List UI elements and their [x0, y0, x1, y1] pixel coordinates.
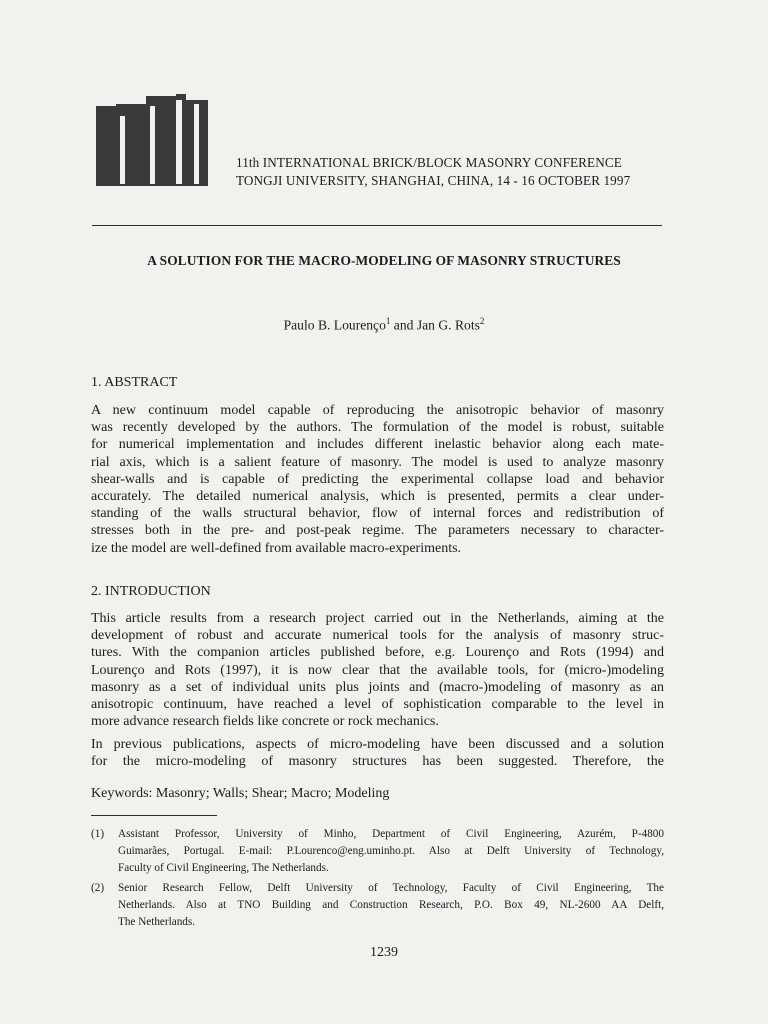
text-line: A new continuum model capable of reproducing the anisotropic behavior of masonry	[91, 403, 664, 418]
footnote-rule	[91, 815, 217, 816]
conference-logo	[96, 94, 208, 186]
abstract-heading: 1. ABSTRACT	[91, 375, 178, 390]
header-rule	[92, 225, 662, 226]
paper-title: A SOLUTION FOR THE MACRO-MODELING OF MASONRY STRUCTURES	[147, 253, 621, 268]
conference-name: 11th INTERNATIONAL BRICK/BLOCK MASONRY CONFERENCE	[236, 155, 622, 170]
author-2-mark: 2	[479, 316, 485, 326]
building-blocks-logo-icon	[96, 94, 208, 186]
text-line: was recently developed by the authors. The formulation of the model is robust, suitable	[91, 420, 664, 436]
footnote-1	[91, 826, 664, 877]
footnote-line: Faculty of Civil Engineering, The Netherlands.	[118, 862, 329, 874]
author-line	[0, 316, 768, 334]
footnote-line: Assistant Professor, University of Minho, Department of Civil Engineering, Azurém, P-4800	[118, 828, 664, 840]
text-line: tures. With the companion articles published before, e.g. Lourenço and Rots (1994) and	[91, 645, 664, 661]
introduction-paragraph-2	[91, 736, 664, 770]
text-line: ize the model are well-defined from available macro-experiments.	[91, 540, 462, 556]
conference-header	[236, 154, 630, 190]
text-line: This article results from a research project carried out in the Netherlands, aiming at the	[91, 611, 664, 626]
footnote-2	[91, 880, 664, 931]
text-line: rial axis, which is a salient feature of masonry. The model is used to analyze masonry	[91, 454, 664, 470]
footnote-number: (2)	[91, 882, 105, 894]
author-1-mark: 1	[385, 316, 391, 326]
footnote-number: (1)	[91, 828, 105, 840]
text-line: anisotropic continuum, have reached a level of sophistication comparable to the level in	[91, 696, 664, 712]
text-line: standing of the walls structural behavior, flow of internal forces and redistribution of	[91, 506, 664, 522]
abstract-paragraph	[91, 402, 664, 557]
conference-venue: TONGJI UNIVERSITY, SHANGHAI, CHINA, 14 - 16 OCTOBER 1997	[236, 173, 631, 188]
author-2: Jan G. Rots	[416, 317, 480, 333]
author-conjunction: and	[390, 317, 417, 333]
text-line: Lourenço and Rots (1997), it is now clear that the available tools, for (micro-)modeling	[91, 662, 664, 678]
footnote-line: Guimarães, Portugal. E-mail: P.Lourenco@eng.uminho.pt. Also at Delft University of Technology,	[118, 845, 664, 857]
text-line: stresses both in the pre- and post-peak regime. The parameters necessary to character-	[91, 523, 664, 539]
text-line: shear-walls and is capable of predicting the experimental collapse load and behavior	[91, 471, 664, 487]
footnote-line: The Netherlands.	[118, 916, 196, 928]
text-line: for the micro-modeling of masonry structures has been suggested. Therefore, the	[91, 754, 664, 770]
page-number: 1239	[370, 945, 398, 960]
introduction-heading: 2. INTRODUCTION	[91, 584, 211, 599]
author-1: Paulo B. Lourenço	[283, 317, 386, 333]
text-line: more advance research fields like concrete or rock mechanics.	[91, 714, 439, 730]
footnote-line: Senior Research Fellow, Delft University of Technology, Faculty of Civil Engineering, The	[118, 882, 664, 894]
text-line: In previous publications, aspects of micro-modeling have been discussed and a solution	[91, 737, 664, 752]
keywords: Keywords: Masonry; Walls; Shear; Macro; Modeling	[91, 786, 390, 801]
text-line: accurately. The detailed numerical analysis, which is presented, permits a clear under-	[91, 488, 664, 504]
introduction-paragraph-1	[91, 610, 664, 730]
text-line: masonry as a set of individual units plus joints and (macro-)modeling of masonry as an	[91, 679, 664, 695]
text-line: for numerical implementation and includes different inelastic behavior along each mate-	[91, 437, 664, 453]
footnote-line: Netherlands. Also at TNO Building and Construction Research, P.O. Box 49, NL-2600 AA Delft,	[118, 899, 664, 911]
text-line: development of robust and accurate numerical tools for the analysis of masonry struc-	[91, 628, 664, 644]
